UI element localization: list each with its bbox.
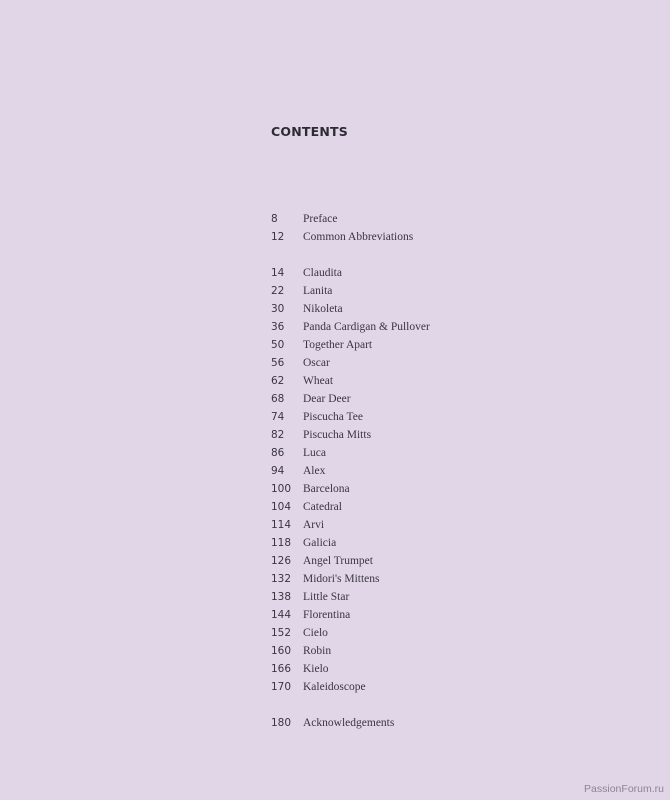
toc-entry[interactable]	[271, 318, 571, 336]
toc-page-number: 180	[271, 717, 292, 729]
toc-entry[interactable]	[271, 552, 571, 570]
toc-entry[interactable]	[271, 282, 571, 300]
toc-page-number: 94	[271, 465, 285, 477]
toc-entry-title: Acknowledgements	[303, 717, 395, 729]
toc-entry[interactable]	[271, 462, 571, 480]
toc-page-number: 132	[271, 573, 292, 585]
toc-entry-title: Together Apart	[303, 339, 373, 351]
toc-entry-title: Kaleidoscope	[303, 681, 366, 693]
toc-entry[interactable]	[271, 408, 571, 426]
toc-page-number: 144	[271, 609, 292, 621]
page-title: CONTENTS	[271, 124, 348, 139]
toc-entry[interactable]	[271, 210, 571, 228]
toc-page-number: 30	[271, 303, 285, 315]
toc-entry-title: Piscucha Tee	[303, 411, 363, 423]
toc-entry[interactable]	[271, 624, 571, 642]
toc-page-number: 68	[271, 393, 285, 405]
toc-entry[interactable]	[271, 300, 571, 318]
toc-page-number: 62	[271, 375, 285, 387]
toc-entry[interactable]	[271, 498, 571, 516]
toc-entry-title: Little Star	[303, 591, 350, 603]
toc-entry-title: Cielo	[303, 627, 328, 639]
toc-entry-title: Galicia	[303, 537, 337, 549]
toc-page-number: 14	[271, 267, 285, 279]
toc-entry-title: Alex	[303, 465, 326, 477]
toc-entry-title: Kielo	[303, 663, 329, 675]
toc-page-number: 50	[271, 339, 285, 351]
toc-entry[interactable]	[271, 606, 571, 624]
toc-page-number: 86	[271, 447, 285, 459]
toc-entry-title: Florentina	[303, 609, 351, 621]
toc-entry-title: Common Abbreviations	[303, 231, 414, 243]
toc-entry-title: Robin	[303, 645, 332, 657]
toc-entry-title: Oscar	[303, 357, 330, 369]
toc-entry[interactable]	[271, 570, 571, 588]
toc-entry-title: Barcelona	[303, 483, 350, 495]
watermark: PassionForum.ru	[584, 783, 664, 795]
toc-entry[interactable]	[271, 372, 571, 390]
toc-entry[interactable]	[271, 228, 571, 246]
toc-entry-title: Wheat	[303, 375, 334, 387]
toc-entry-title: Panda Cardigan & Pullover	[303, 321, 430, 333]
toc-entry-title: Arvi	[303, 519, 325, 531]
toc-entry[interactable]	[271, 336, 571, 354]
toc-entry[interactable]	[271, 444, 571, 462]
toc-page-number: 8	[271, 213, 278, 225]
toc-page-number: 22	[271, 285, 285, 297]
toc-page-number: 152	[271, 627, 292, 639]
toc-page-number: 36	[271, 321, 285, 333]
toc-page-number: 82	[271, 429, 285, 441]
toc-entry[interactable]	[271, 588, 571, 606]
toc-page-number: 170	[271, 681, 292, 693]
toc-entry-title: Midori's Mittens	[303, 573, 380, 585]
toc-entry[interactable]	[271, 642, 571, 660]
toc-entry[interactable]	[271, 516, 571, 534]
toc-entry-title: Luca	[303, 447, 326, 459]
toc-entry-title: Preface	[303, 213, 338, 225]
toc-page-number: 126	[271, 555, 292, 567]
toc-entry[interactable]	[271, 354, 571, 372]
toc-page-number: 56	[271, 357, 285, 369]
toc-page-number: 138	[271, 591, 292, 603]
toc-page-number: 118	[271, 537, 292, 549]
toc-entry-title: Nikoleta	[303, 303, 343, 315]
toc-page-number: 100	[271, 483, 292, 495]
toc-entry-title: Angel Trumpet	[303, 555, 373, 567]
toc-page-number: 12	[271, 231, 285, 243]
toc-entry[interactable]	[271, 480, 571, 498]
toc-entry[interactable]	[271, 426, 571, 444]
toc-entry[interactable]	[271, 714, 571, 732]
toc-entry-title: Dear Deer	[303, 393, 351, 405]
toc-entry[interactable]	[271, 660, 571, 678]
toc-entry-title: Claudita	[303, 267, 342, 279]
toc-page-number: 114	[271, 519, 292, 531]
toc-entry[interactable]	[271, 390, 571, 408]
toc-entry[interactable]	[271, 678, 571, 696]
toc-page-number: 160	[271, 645, 292, 657]
toc-page-number: 166	[271, 663, 292, 675]
toc-page-number: 104	[271, 501, 292, 513]
toc-entry[interactable]	[271, 264, 571, 282]
toc-entry[interactable]	[271, 534, 571, 552]
toc-entry-title: Lanita	[303, 285, 333, 297]
toc-entry-title: Piscucha Mitts	[303, 429, 372, 441]
toc-entry-title: Catedral	[303, 501, 342, 513]
toc-page-number: 74	[271, 411, 285, 423]
